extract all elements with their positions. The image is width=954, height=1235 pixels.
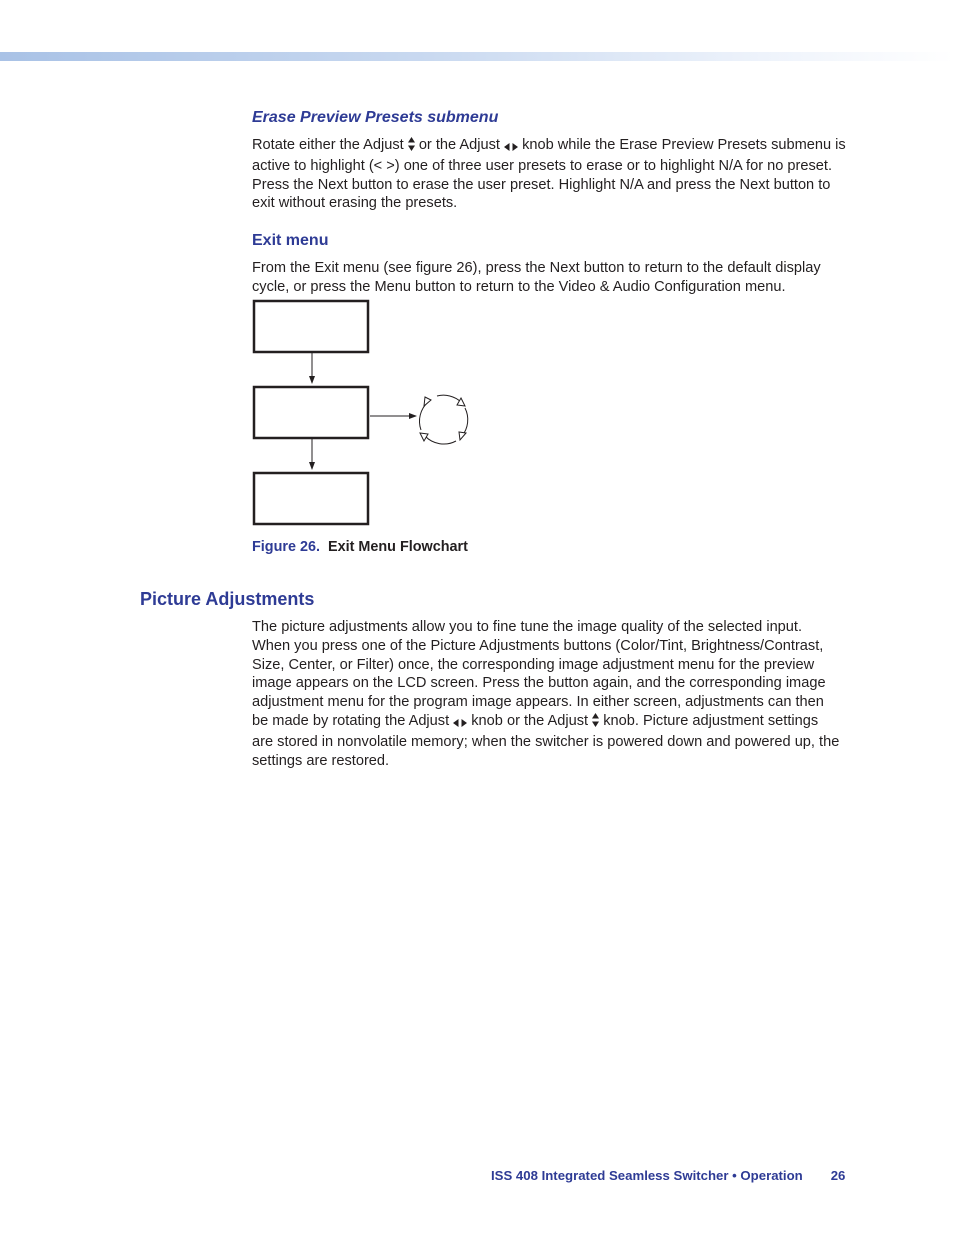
- text-line: Rotate either the Adjust or the Adjust knob while the Erase Preview Presets submenu is: [252, 136, 872, 157]
- exit-menu-heading: Exit menu: [252, 232, 329, 249]
- text-line: The picture adjustments allow you to fine tune the image quality of the selected input.: [252, 619, 803, 635]
- text-line: cycle, or press the Menu button to return to the Video & Audio Configuration menu.: [252, 278, 786, 295]
- flow-box-top: [254, 301, 368, 352]
- flow-box-middle: [254, 387, 368, 438]
- left-right-arrows-icon: [453, 714, 467, 733]
- text-line: adjustment menu for the program image appears. In either screen, adjustments can then: [252, 694, 824, 711]
- text-line: settings are restored.: [252, 752, 390, 769]
- figure-caption: [252, 539, 468, 555]
- text-line: When you press one of the Picture Adjustments buttons (Color/Tint, Brightness/Contrast,: [252, 637, 824, 654]
- text-line: are stored in nonvolatile memory; when the switcher is powered down and powered up, the: [252, 733, 840, 750]
- up-down-arrows-icon: [408, 137, 415, 157]
- figure-label: Figure 26.: [252, 539, 320, 555]
- erase-presets-heading: Erase Preview Presets submenu: [252, 109, 499, 126]
- erase-presets-paragraph: [252, 136, 872, 213]
- text-line: From the Exit menu (see figure 26), press the Next button to return to the default display: [252, 260, 821, 276]
- footer-text: ISS 408 Integrated Seamless Switcher • Operation: [491, 1168, 803, 1183]
- text-line: active to highlight (< >) one of three user presets to erase or to highlight N/A for no preset.: [252, 157, 833, 174]
- picture-adjustments-heading: Picture Adjustments: [140, 589, 315, 609]
- exit-menu-paragraph: [252, 259, 872, 297]
- header-gradient-bar: [0, 52, 954, 61]
- text-line: be made by rotating the Adjust knob or the Adjust knob. Picture adjustment settings: [252, 712, 872, 733]
- flow-box-bottom: [254, 473, 368, 524]
- text-line: exit without erasing the presets.: [252, 195, 458, 212]
- figure-title: Exit Menu Flowchart: [327, 539, 468, 555]
- rotation-cycle-icon: [419, 395, 467, 444]
- text-line: Size, Center, or Filter) once, the corresponding image adjustment menu for the preview: [252, 656, 815, 673]
- left-right-arrows-icon: [504, 138, 518, 157]
- exit-menu-flowchart: [250, 298, 480, 528]
- text-line: image appears on the LCD screen. Press the button again, and the corresponding image: [252, 675, 826, 692]
- page-footer: [491, 1168, 845, 1183]
- page-number: 26: [830, 1168, 846, 1183]
- text-line: Press the Next button to erase the user preset. Highlight N/A and press the Next button to: [252, 176, 831, 193]
- picture-adjustments-paragraph: [252, 618, 872, 770]
